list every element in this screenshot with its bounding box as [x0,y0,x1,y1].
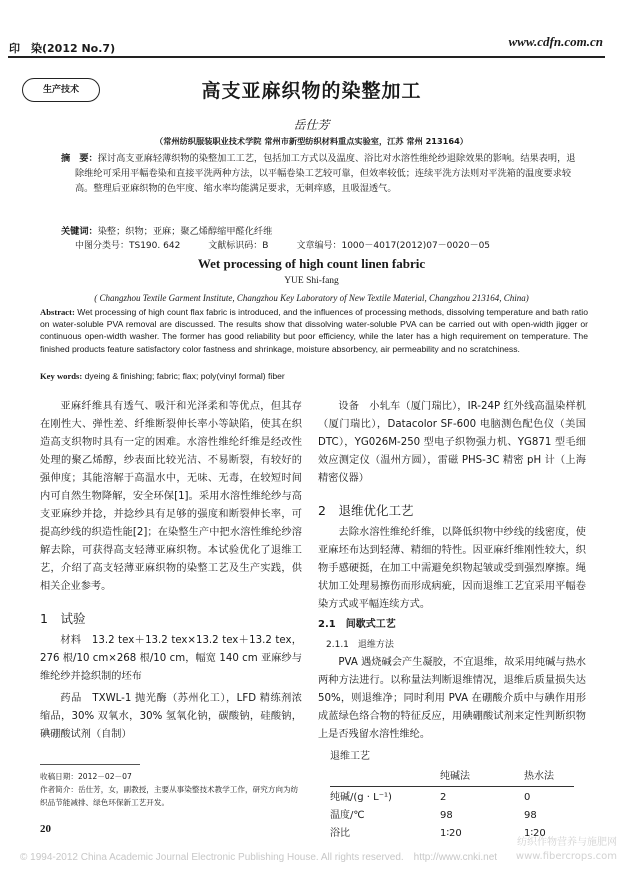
reagents-paragraph: 药品 TXWL-1 抛光酶（苏州化工），LFD 精练剂浓缩品，30% 双氧水，30% 氢氧化钠，碳酸钠，硅酸钠，碘硼酸试剂（自制） [40,693,302,740]
section-2-paragraph: 去除水溶性维纶纤维，以降低织物中纱线的线密度，使亚麻坯布达到轻薄、精细的特性。因亚麻纤维刚性较大，织物手感硬挺，在加工中需避免织物起皱或受到强烈摩擦。绳状加工处理易擦伤而形成病疵，因而退维工艺宜采用平幅卷染方式或平幅连续方式。 [318,527,586,610]
table-cell: 2 [440,792,447,803]
received-date: 收稿日期：2012－02－07 [40,772,132,781]
keywords-en-label: Key words: [40,371,83,381]
article-number: 文章编号：1000－4017(2012)07－0020－05 [296,241,491,251]
section-1-heading: 1 试验 [40,611,86,626]
abstract-label: 摘 要： [61,153,98,164]
subsection-2-1-1-heading: 2.1.1 退维方法 [326,640,394,650]
intro-paragraph: 亚麻纤维具有透气、吸汗和光泽柔和等优点，但其存在刚性大、弹性差、纤维断裂伸长率小等缺陷，使其在织造高支织物时具有一定的困难。水溶性维纶纤维是经改性处理的聚乙烯醇，纱表面比较光洁、不易断裂，有较好的强伸度；其能溶解于高温水中，无味、无毒，在较短时间内可自然生物降解，安全环保[1]。采用水溶性维纶纱与高支亚麻纱并捻，并捻纱具有足够的强度和断裂伸长率，可提高纱线的织造性能[2]；在染整生产中把水溶性维纶纱溶解去除，可获得高支轻薄亚麻织物。本试验优化了退维工艺，介绍了高支轻薄亚麻织物的染整工艺及生产实践，供相关企业参考。 [40,401,302,592]
keywords-en-text: dyeing & finishing; fabric; flax; poly(vinyl formal) fiber [84,371,285,381]
article-title-cn: 高支亚麻织物的染整加工 [201,80,422,102]
table-cell: 浴比 [330,828,350,839]
article-title-en: Wet processing of high count linen fabric [197,256,426,271]
abstract-cn-text: 探讨高支亚麻轻薄织物的染整加工工艺，包括加工方式以及温度、浴比对水溶性维纶纱退除效果的影响。结果表明，退除维纶可采用平幅卷染和直接平洗两种方法，以平幅卷染工艺较可靠，但效率较低；连续平洗方法则对平洗箱的温度要求较高。整理后亚麻织物的色牢度、缩水率均能满足要求，无刺痒感，且吸湿透气。 [75,153,576,194]
table-cell: 98 [440,810,453,821]
table-cell: 温度/℃ [330,810,365,821]
author-en: YUE Shi-fang [284,276,339,286]
copyright-notice: © 1994-2012 China Academic Journal Electronic Publishing House. All rights reserved. http://www.cnki.net [20,852,498,863]
abstract-cn [61,151,583,196]
table-header-cell: 热水法 [524,771,554,782]
table-title: 退维工艺 [330,751,370,762]
method-paragraph: PVA 遇烧碱会产生凝胶，不宜退维，故采用纯碱与热水两种方法进行。以称量法判断退维情况，退维后质量损失达 50%，则退维净；同时利用 PVA 在硼酸介质中与碘作用形成蓝绿色络合物的特征反应，用碘硼酸试剂来定性判断织物上是否残留水溶性维纶。 [318,657,586,740]
table-cell: 1∶20 [440,828,462,839]
footnote-rule [40,764,140,765]
journal-website[interactable]: www.cdfn.com.cn [508,34,603,49]
journal-issue: 印 染(2012 No.7) [9,42,116,55]
cls-number: 中图分类号：TS190. 642 [75,241,181,251]
keywords-en [40,371,588,381]
table-header-cell [330,768,440,787]
abstract-en-label: Abstract: [40,307,75,317]
affiliation-en: ( Changzhou Textile Garment Institute, Changzhou Key Laboratory of New Textile Material, Changzhou 213164, China) [94,293,529,303]
author-cn: 岳仕芳 [293,118,330,132]
footnote [40,770,302,809]
body-right-column [318,398,586,843]
abstract-en [40,306,588,355]
table-header-cell: 纯碱法 [440,771,470,782]
abstract-en-text: Wet processing of high count flax fabric is introduced, and the influences of processing methods, dissolving temperature and bath ratio on water-soluble PVA removal are discussed. The results show that dissolving water-soluble PVA can be carried out with open-width jigger or continuous open-width washer. The former has good reliability but poor efficiency, while the later has a high requirement on temperature. The finished products feature satisfactory color fastness and shrinkage, moisture absorbency, air permeability and no scratchiness. [40,307,588,354]
section-badge: 生产技术 [22,78,100,102]
keywords-label: 关键词： [61,226,98,237]
watermark [516,836,617,864]
table-cell: 0 [524,792,531,803]
table-cell: 1∶20 [524,828,546,839]
classification-line [75,238,518,251]
table-header-row [330,768,574,787]
watermark-line2: www.fibercrops.com [515,851,617,862]
keywords-cn-text: 染整；织物；亚麻；聚乙烯醇缩甲醛化纤维 [97,226,273,237]
keywords-cn [61,224,583,239]
watermark-line1: 纺织作物营养与施肥网 [517,837,617,848]
affiliation-cn: （常州纺织服装职业技术学院 常州市新型纺织材料重点实验室，江苏 常州 213164） [155,136,468,146]
materials-paragraph: 材料 13.2 tex＋13.2 tex×13.2 tex＋13.2 tex，276 根/10 cm×268 根/10 cm，幅宽 140 cm 亚麻纱与维纶纱并捻织制的坯布 [40,635,302,682]
table-cell: 纯碱/(g · L⁻¹) [330,792,392,803]
subsection-2-1-heading: 2.1 间歇式工艺 [318,619,396,630]
table-row [330,807,574,825]
table-cell: 98 [524,810,537,821]
process-table [330,768,574,843]
author-info: 作者简介：岳仕芳，女，副教授，主要从事染整技术教学工作，研究方向为纺织品节能减排、绿色环保新工艺开发。 [40,785,299,807]
page-number: 20 [40,823,51,835]
doc-code: 文献标识码：B [208,241,269,251]
section-2-heading: 2 退维优化工艺 [318,503,414,518]
header-rule [8,56,605,58]
table-row [330,789,574,807]
equipment-paragraph: 设备 小轧车（厦门瑞比），IR-24P 红外线高温染样机（厦门瑞比），Datacolor SF-600 电脑测色配色仪（美国 DTC），YG026M-250 型电子织物强力机、YG871 型毛细效应测定仪（温州方圆），雷磁 PHS-3C 精密 pH 计（上海精密仪器） [318,401,586,484]
body-left-column [40,398,302,744]
